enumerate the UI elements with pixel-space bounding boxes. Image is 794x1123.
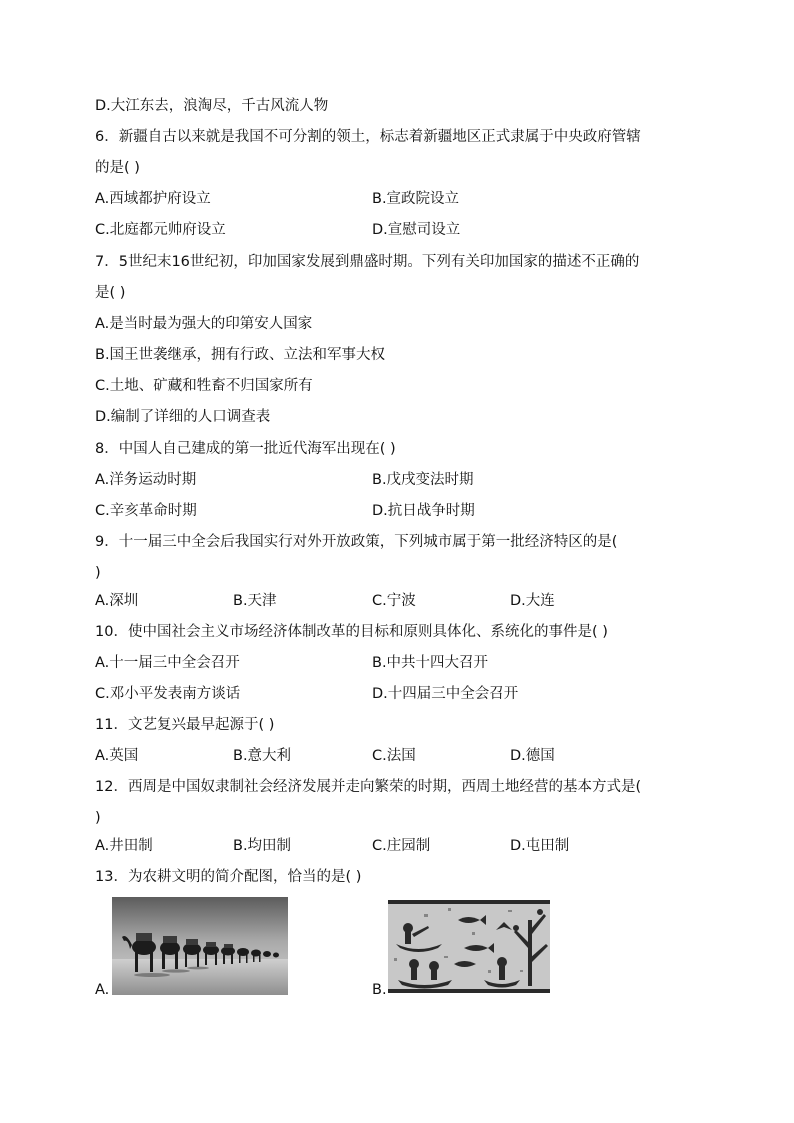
q7-stem-line1: 7．5世纪末16世纪初，印加国家发展到鼎盛时期。下列有关印加国家的描述不正确的 [95, 254, 640, 270]
q13-option-b-label[interactable]: B. [372, 982, 387, 998]
q12-option-d[interactable]: D.屯田制 [510, 838, 570, 854]
q6-stem-line1: 6．新疆自古以来就是我国不可分割的领土，标志着新疆地区正式隶属于中央政府管辖 [95, 129, 641, 145]
q6-option-a[interactable]: A.西域都护府设立 [95, 191, 211, 207]
q8-stem: 8．中国人自己建成的第一批近代海军出现在( ) [95, 441, 396, 457]
q7-option-c[interactable]: C.土地、矿藏和牲畜不归国家所有 [95, 378, 313, 394]
q7-option-d[interactable]: D.编制了详细的人口调查表 [95, 409, 271, 425]
q10-option-a[interactable]: A.十一届三中全会召开 [95, 655, 240, 671]
q8-option-d[interactable]: D.抗日战争时期 [372, 503, 475, 519]
q12-option-b[interactable]: B.均田制 [233, 838, 292, 854]
q9-stem-line1: 9．十一届三中全会后我国实行对外开放政策，下列城市属于第一批经济特区的是( [95, 534, 618, 550]
q9-stem-line2: ) [95, 565, 101, 581]
q8-option-c[interactable]: C.辛亥革命时期 [95, 503, 197, 519]
q11-option-b[interactable]: B.意大利 [233, 748, 292, 764]
q11-option-d[interactable]: D.德国 [510, 748, 555, 764]
q10-stem: 10．使中国社会主义市场经济体制改革的目标和原则具体化、系统化的事件是( ) [95, 624, 608, 640]
q12-stem-line1: 12．西周是中国奴隶制社会经济发展并走向繁荣的时期，西周土地经营的基本方式是( [95, 779, 642, 795]
q10-option-b[interactable]: B.中共十四大召开 [372, 655, 489, 671]
q9-option-c[interactable]: C.宁波 [372, 593, 416, 609]
q11-option-a[interactable]: A.英国 [95, 748, 139, 764]
camel-caravan-image[interactable] [112, 897, 288, 995]
q7-stem-line2: 是( ) [95, 285, 126, 301]
q5-option-d: D.大江东去，浪淘尽，千古风流人物 [95, 98, 329, 114]
stone-relief-image[interactable] [388, 900, 550, 993]
q9-option-a[interactable]: A.深圳 [95, 593, 139, 609]
q10-option-d[interactable]: D.十四届三中全会召开 [372, 686, 519, 702]
q7-option-a[interactable]: A.是当时最为强大的印第安人国家 [95, 316, 313, 332]
q6-option-b[interactable]: B.宣政院设立 [372, 191, 460, 207]
q13-option-a-label[interactable]: A. [95, 982, 110, 998]
q6-stem-line2: 的是( ) [95, 160, 140, 176]
q12-option-a[interactable]: A.井田制 [95, 838, 153, 854]
q13-stem: 13．为农耕文明的简介配图，恰当的是( ) [95, 869, 362, 885]
q6-option-c[interactable]: C.北庭都元帅府设立 [95, 222, 226, 238]
q7-option-b[interactable]: B.国王世袭继承，拥有行政、立法和军事大权 [95, 347, 386, 363]
q8-option-b[interactable]: B.戊戌变法时期 [372, 472, 474, 488]
q9-option-b[interactable]: B.天津 [233, 593, 277, 609]
q12-option-c[interactable]: C.庄园制 [372, 838, 431, 854]
q6-option-d[interactable]: D.宣慰司设立 [372, 222, 461, 238]
q11-stem: 11．文艺复兴最早起源于( ) [95, 717, 275, 733]
q11-option-c[interactable]: C.法国 [372, 748, 416, 764]
q9-option-d[interactable]: D.大连 [510, 593, 555, 609]
q8-option-a[interactable]: A.洋务运动时期 [95, 472, 197, 488]
q12-stem-line2: ) [95, 810, 101, 826]
q10-option-c[interactable]: C.邓小平发表南方谈话 [95, 686, 241, 702]
